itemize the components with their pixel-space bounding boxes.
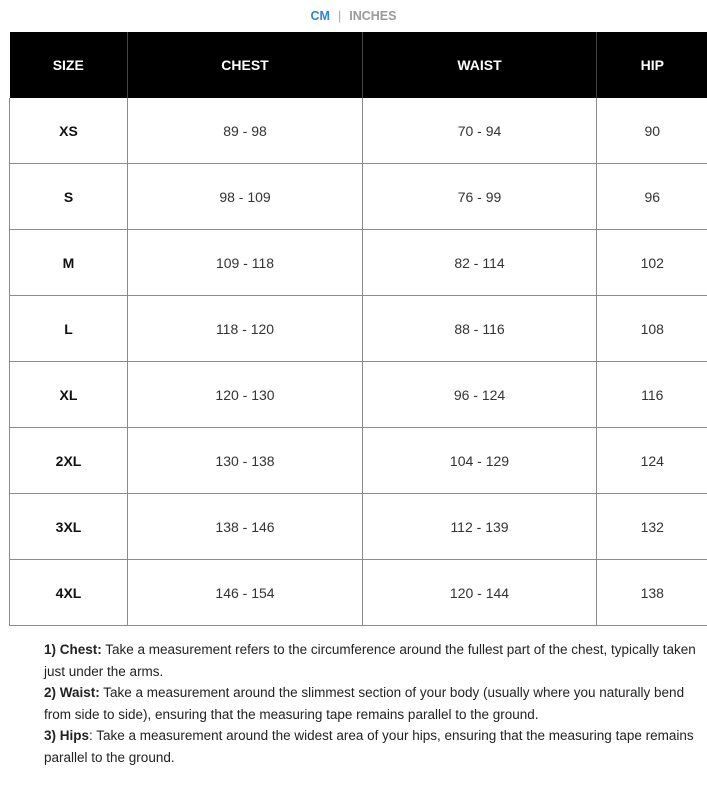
table-header-row: [10, 32, 707, 98]
measurement-notes: [44, 639, 700, 768]
waist-cell: 104 - 129: [363, 428, 597, 494]
size-cell: M: [10, 230, 128, 296]
header-waist: WAIST: [363, 32, 597, 98]
note-text: Take a measurement around the slimmest section of your body (usually where you naturally bend from side to side), ensuring that the measuring tape remains parallel to the ground.: [44, 685, 685, 722]
hip-cell: 108: [597, 296, 707, 362]
hip-cell: 90: [597, 98, 707, 164]
table-row: [10, 494, 707, 560]
hip-cell: 138: [597, 560, 707, 626]
unit-cm-tab[interactable]: CM: [310, 9, 330, 23]
hip-cell: 124: [597, 428, 707, 494]
table-row: [10, 164, 707, 230]
chest-cell: 120 - 130: [128, 362, 363, 428]
size-cell: L: [10, 296, 128, 362]
unit-toggle: [0, 0, 707, 32]
chest-cell: 130 - 138: [128, 428, 363, 494]
table-row: [10, 296, 707, 362]
chest-cell: 109 - 118: [128, 230, 363, 296]
waist-cell: 88 - 116: [363, 296, 597, 362]
hip-cell: 96: [597, 164, 707, 230]
table-row: [10, 428, 707, 494]
note-text: : Take a measurement around the widest area of your hips, ensuring that the measuring tape remains parallel to the ground.: [44, 728, 694, 765]
waist-cell: 112 - 139: [363, 494, 597, 560]
waist-cell: 76 - 99: [363, 164, 597, 230]
note-text: Take a measurement refers to the circumference around the fullest part of the chest, typically taken just under the arms.: [44, 642, 696, 679]
waist-cell: 70 - 94: [363, 98, 597, 164]
chest-cell: 146 - 154: [128, 560, 363, 626]
hip-cell: 116: [597, 362, 707, 428]
chest-cell: 118 - 120: [128, 296, 363, 362]
note-label: 3) Hips: [44, 728, 90, 743]
size-cell: 3XL: [10, 494, 128, 560]
note-chest: [44, 639, 700, 682]
table-row: [10, 560, 707, 626]
size-cell: XL: [10, 362, 128, 428]
size-cell: XS: [10, 98, 128, 164]
size-cell: 4XL: [10, 560, 128, 626]
note-label: 1) Chest:: [44, 642, 102, 657]
header-hip: HIP: [597, 32, 707, 98]
table-row: [10, 98, 707, 164]
size-cell: S: [10, 164, 128, 230]
size-chart-table: [9, 32, 707, 626]
chest-cell: 89 - 98: [128, 98, 363, 164]
note-hips: [44, 725, 700, 768]
chest-cell: 138 - 146: [128, 494, 363, 560]
note-label: 2) Waist:: [44, 685, 100, 700]
table-row: [10, 230, 707, 296]
hip-cell: 102: [597, 230, 707, 296]
unit-separator: |: [337, 9, 342, 23]
waist-cell: 82 - 114: [363, 230, 597, 296]
hip-cell: 132: [597, 494, 707, 560]
table-row: [10, 362, 707, 428]
unit-inches-tab[interactable]: INCHES: [349, 9, 397, 23]
header-chest: CHEST: [128, 32, 363, 98]
chest-cell: 98 - 109: [128, 164, 363, 230]
waist-cell: 120 - 144: [363, 560, 597, 626]
size-cell: 2XL: [10, 428, 128, 494]
note-waist: [44, 682, 700, 725]
header-size: SIZE: [10, 32, 128, 98]
waist-cell: 96 - 124: [363, 362, 597, 428]
